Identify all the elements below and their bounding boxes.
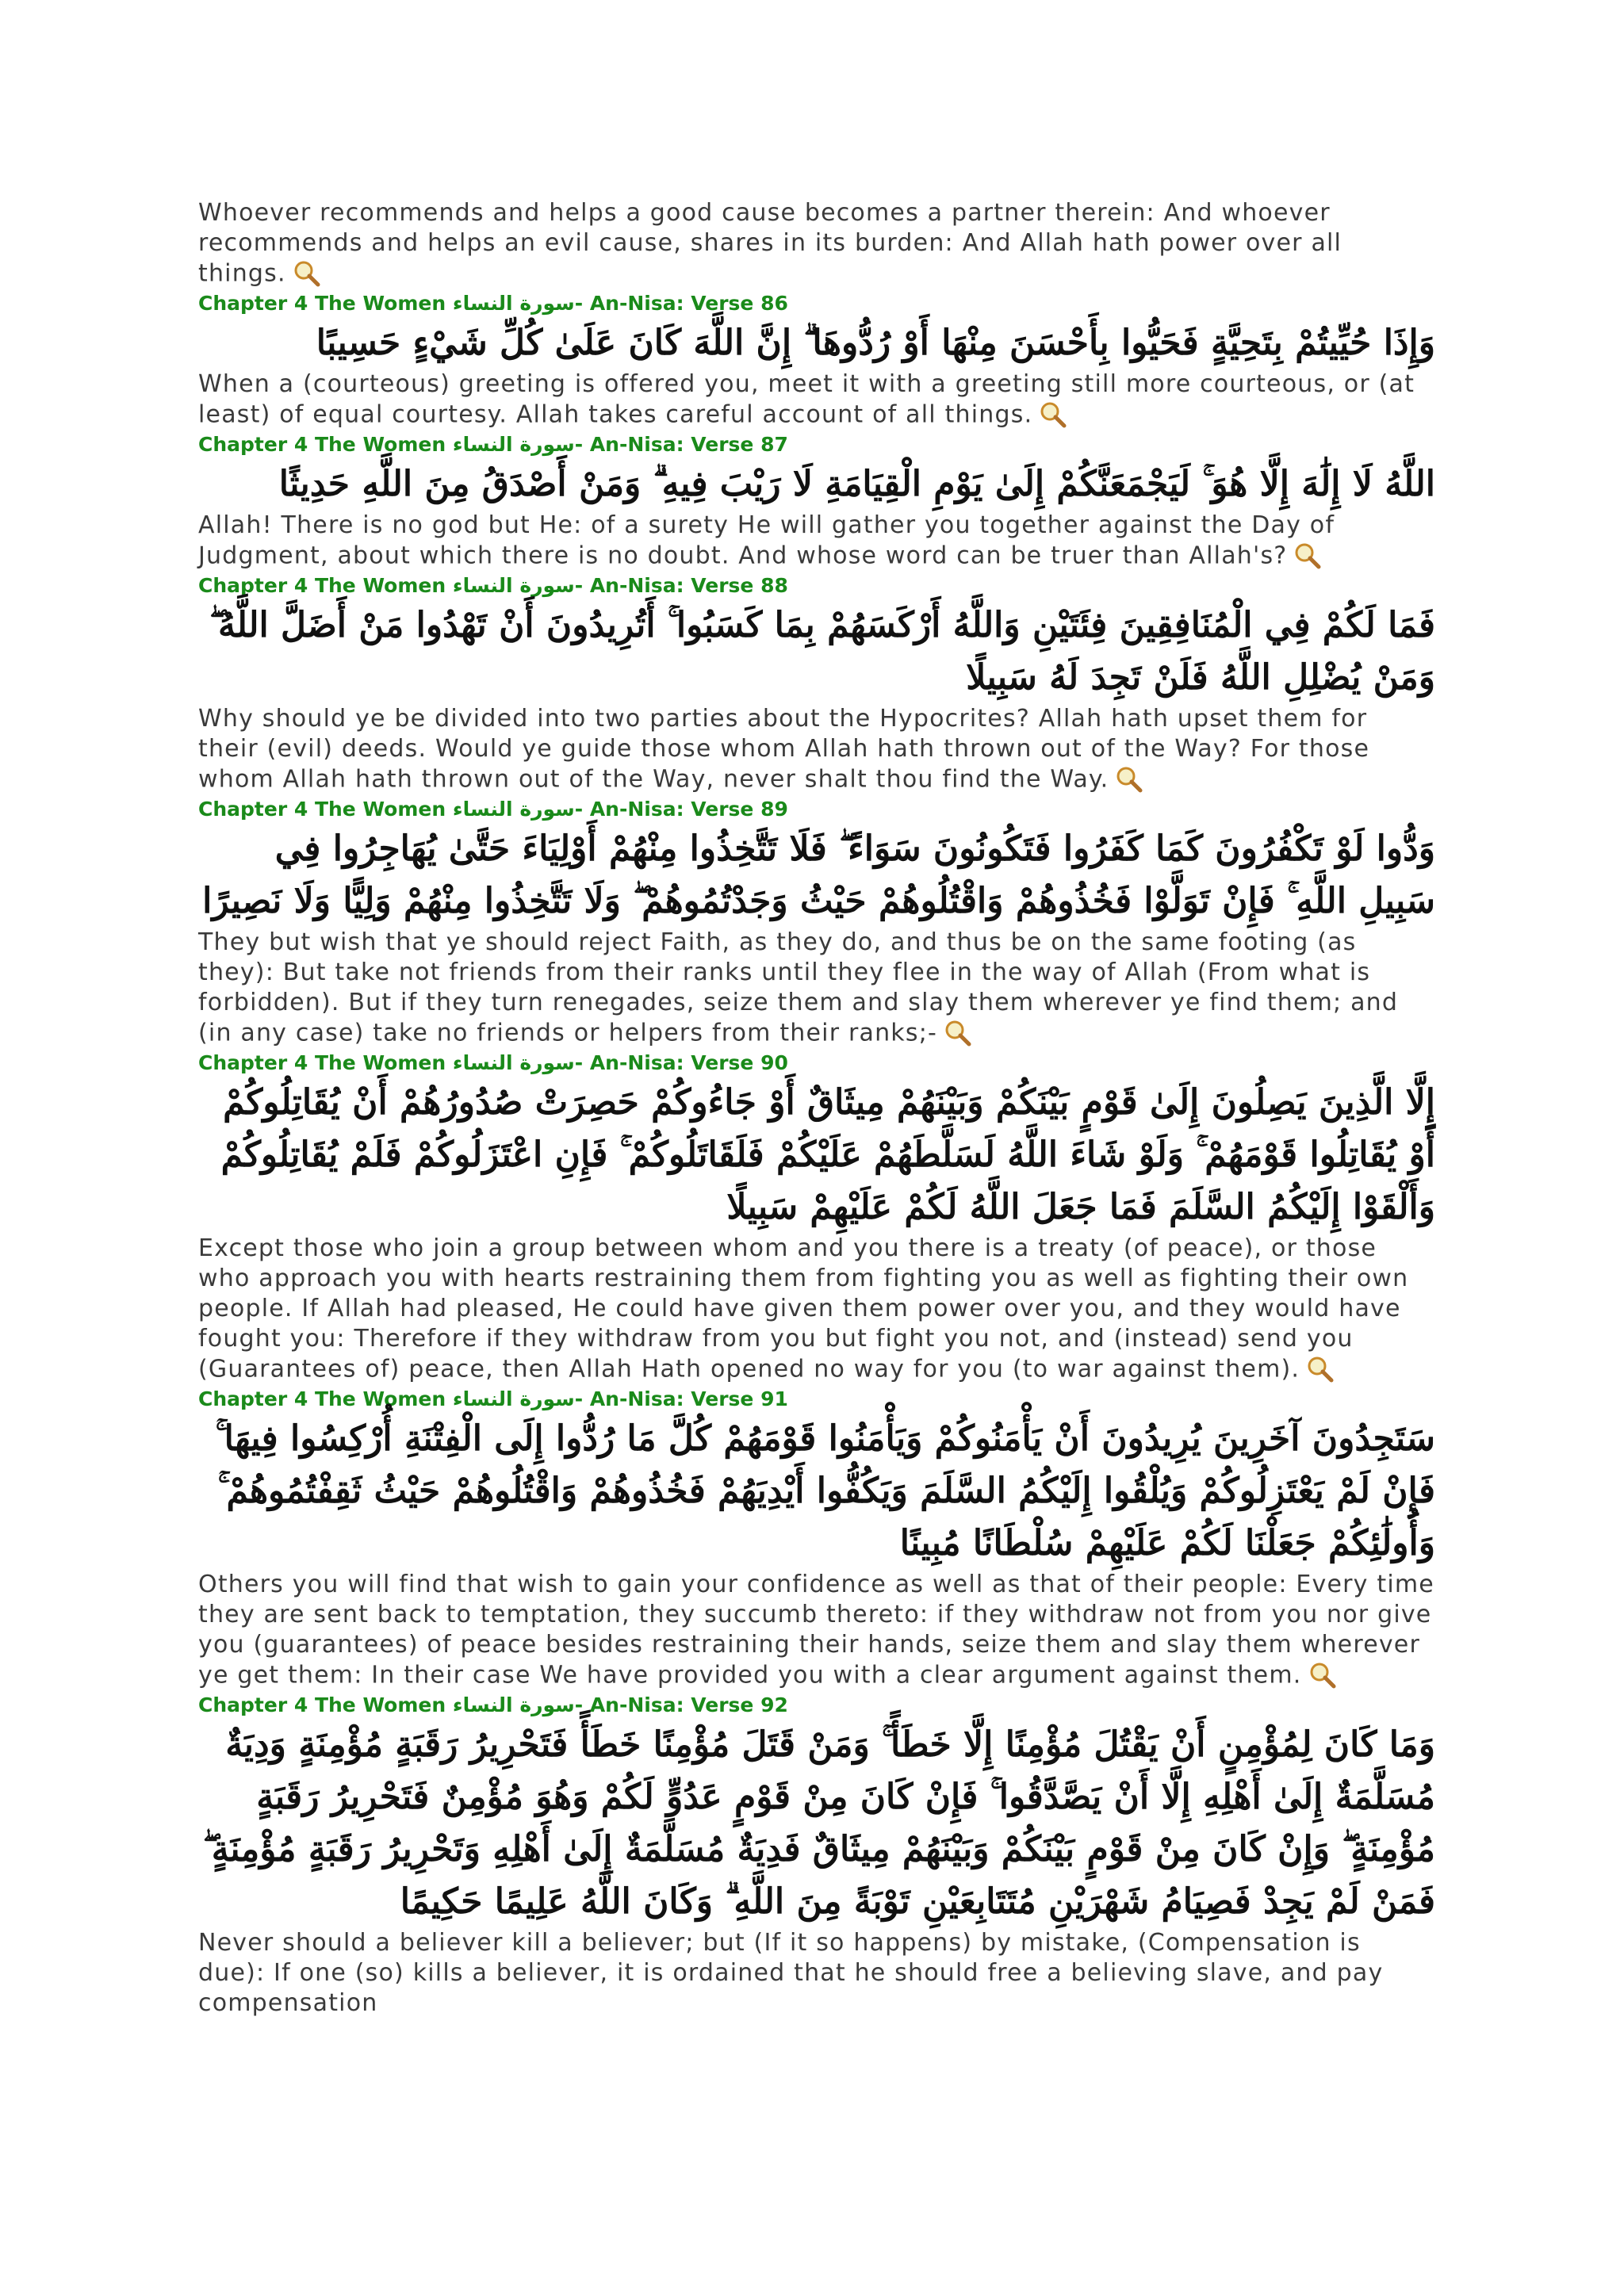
verse-92 xyxy=(198,1692,1435,2019)
magnifier-icon[interactable] xyxy=(1113,764,1145,796)
verse-87 xyxy=(198,431,1435,572)
verse-translation: Never should a believer kill a believer; but (If it so happens) by mistake, (Compensation is due): If one (so) kills a believer, it is ordained that he should free a believing slave, and pay compensation xyxy=(198,1929,1384,2017)
arabic-text: وَدُّوا لَوْ تَكْفُرُونَ كَمَا كَفَرُوا فَتَكُونُونَ سَوَاءً ۖ فَلَا تَتَّخِذُوا مِنْهُمْ أَوْلِيَاءَ حَتَّىٰ يُهَاجِرُوا فِي سَبِيلِ اللَّهِ ۚ فَإِنْ تَوَلَّوْا فَخُذُوهُمْ وَاقْتُلُوهُمْ حَيْثُ وَجَدْتُمُوهُمْ ۖ وَلَا تَتَّخِذُوا مِنْهُمْ وَلِيًّا وَلَا نَصِيرًا xyxy=(202,828,1435,921)
document-page xyxy=(198,198,1435,2019)
verse-88 xyxy=(198,572,1435,796)
magnifier-icon[interactable] xyxy=(1304,1354,1336,1386)
magnifier-icon[interactable] xyxy=(942,1018,974,1050)
arabic-text: اللَّهُ لَا إِلَٰهَ إِلَّا هُوَ ۚ لَيَجْمَعَنَّكُمْ إِلَىٰ يَوْمِ الْقِيَامَةِ لَا رَيْبَ فِيهِ ۗ وَمَنْ أَصْدَقُ مِنَ اللَّهِ حَدِيثًا xyxy=(278,464,1435,504)
verse-translation: Except those who join a group between whom and you there is a treaty (of peace), or those who approach you with hearts restraining them from fighting you as well as fighting their own people. If Allah had pleased, He could have given them power over you, and they would have fought you: Therefore if they withdraw from you but fight you not, and (instead) send you (Guarantees of) peace, then Allah Hath opened no way for you (to war against them). xyxy=(198,1234,1435,1386)
arabic-text: وَإِذَا حُيِّيتُمْ بِتَحِيَّةٍ فَحَيُّوا بِأَحْسَنَ مِنْهَا أَوْ رُدُّوهَا ۗ إِنَّ اللَّهَ كَانَ عَلَىٰ كُلِّ شَيْءٍ حَسِيبًا xyxy=(316,323,1435,363)
magnifier-icon[interactable] xyxy=(1292,541,1323,572)
magnifier-icon[interactable] xyxy=(291,258,323,290)
arabic-text: فَمَا لَكُمْ فِي الْمُنَافِقِينَ فِئَتَيْنِ وَاللَّهُ أَرْكَسَهُمْ بِمَا كَسَبُوا ۚ أَتُرِيدُونَ أَنْ تَهْدُوا مَنْ أَضَلَّ اللَّهُ ۖ وَمَنْ يُضْلِلِ اللَّهُ فَلَنْ تَجِدَ لَهُ سَبِيلًا xyxy=(209,605,1435,698)
verse-translation: They but wish that ye should reject Faith, as they do, and thus be on the same footing (as they): But take not friends from their ranks until they flee in the way of Allah (From what is forbidden). But if they turn renegades, seize them and slay them wherever ye find them; and (in any case) take no friends or helpers from their ranks;- xyxy=(198,928,1435,1050)
verse-header: Chapter 4 The Women سورة النساء- An-Nisa: Verse 91 xyxy=(198,1387,788,1410)
verse-90 xyxy=(198,1050,1435,1386)
verse-translation: Others you will find that wish to gain your confidence as well as that of their people: Every time they are sent back to temptation, they succumb thereto: if they withdraw not from you nor give you (guarantees) of peace besides restraining their hands, seize them and slay them wherever ye get them: In their case We have provided you with a clear argument against them. xyxy=(198,1570,1435,1692)
verse-89 xyxy=(198,796,1435,1050)
verse-header: Chapter 4 The Women سورة النساء- An-Nisa: Verse 87 xyxy=(198,433,788,456)
verse-91 xyxy=(198,1386,1435,1692)
arabic-text: وَمَا كَانَ لِمُؤْمِنٍ أَنْ يَقْتُلَ مُؤْمِنًا إِلَّا خَطَأً ۚ وَمَنْ قَتَلَ مُؤْمِنًا خَطَأً فَتَحْرِيرُ رَقَبَةٍ مُؤْمِنَةٍ وَدِيَةٌ مُسَلَّمَةٌ إِلَىٰ أَهْلِهِ إِلَّا أَنْ يَصَّدَّقُوا ۚ فَإِنْ كَانَ مِنْ قَوْمٍ عَدُوٍّ لَكُمْ وَهُوَ مُؤْمِنٌ فَتَحْرِيرُ رَقَبَةٍ مُؤْمِنَةٍ ۖ وَإِنْ كَانَ مِنْ قَوْمٍ بَيْنَكُمْ وَبَيْنَهُمْ مِيثَاقٌ فَدِيَةٌ مُسَلَّمَةٌ إِلَىٰ أَهْلِهِ وَتَحْرِيرُ رَقَبَةٍ مُؤْمِنَةٍ ۖ فَمَنْ لَمْ يَجِدْ فَصِيَامُ شَهْرَيْنِ مُتَتَابِعَيْنِ تَوْبَةً مِنَ اللَّهِ ۗ وَكَانَ اللَّهُ عَلِيمًا حَكِيمًا xyxy=(202,1724,1435,1922)
verse-translation: Why should ye be divided into two parties about the Hypocrites? Allah hath upset them for their (evil) deeds. Would ye guide those whom Allah hath thrown out of the Way? For those whom Allah hath thrown out of the Way, never shalt thou find the Way. xyxy=(198,704,1435,796)
verse-header: Chapter 4 The Women سورة النساء- An-Nisa: Verse 86 xyxy=(198,292,788,315)
verse-header: Chapter 4 The Women سورة النساء- An-Nisa: Verse 90 xyxy=(198,1051,788,1074)
verse-header: Chapter 4 The Women سورة النساء- An-Nisa: Verse 89 xyxy=(198,798,788,821)
verse-header: Chapter 4 The Women سورة النساء- An-Nisa: Verse 92 xyxy=(198,1693,788,1716)
arabic-text: سَتَجِدُونَ آخَرِينَ يُرِيدُونَ أَنْ يَأْمَنُوكُمْ وَيَأْمَنُوا قَوْمَهُمْ كُلَّ مَا رُدُّوا إِلَى الْفِتْنَةِ أُرْكِسُوا فِيهَا ۚ فَإِنْ لَمْ يَعْتَزِلُوكُمْ وَيُلْقُوا إِلَيْكُمُ السَّلَمَ وَيَكُفُّوا أَيْدِيَهُمْ فَخُذُوهُمْ وَاقْتُلُوهُمْ حَيْثُ ثَقِفْتُمُوهُمْ ۚ وَأُولَٰئِكُمْ جَعَلْنَا لَكُمْ عَلَيْهِمْ سُلْطَانًا مُبِينًا xyxy=(215,1418,1435,1563)
verse-translation: Allah! There is no god but He: of a surety He will gather you together against the Day of Judgment, about which there is no doubt. And whose word can be truer than Allah's? xyxy=(198,511,1435,572)
magnifier-icon[interactable] xyxy=(1037,400,1069,431)
intro-translation: Whoever recommends and helps a good cause becomes a partner therein: And whoever recommends and helps an evil cause, shares in its burden: And Allah hath power over all things. xyxy=(198,198,1435,290)
verse-translation: When a (courteous) greeting is offered you, meet it with a greeting still more courteous, or (at least) of equal courtesy. Allah takes careful account of all things. xyxy=(198,369,1435,431)
arabic-text: إِلَّا الَّذِينَ يَصِلُونَ إِلَىٰ قَوْمٍ بَيْنَكُمْ وَبَيْنَهُمْ مِيثَاقٌ أَوْ جَاءُوكُمْ حَصِرَتْ صُدُورُهُمْ أَنْ يُقَاتِلُوكُمْ أَوْ يُقَاتِلُوا قَوْمَهُمْ ۚ وَلَوْ شَاءَ اللَّهُ لَسَلَّطَهُمْ عَلَيْكُمْ فَلَقَاتَلُوكُمْ ۚ فَإِنِ اعْتَزَلُوكُمْ فَلَمْ يُقَاتِلُوكُمْ وَأَلْقَوْا إِلَيْكُمُ السَّلَمَ فَمَا جَعَلَ اللَّهُ لَكُمْ عَلَيْهِمْ سَبِيلًا xyxy=(220,1082,1435,1227)
verse-86 xyxy=(198,290,1435,431)
verse-header: Chapter 4 The Women سورة النساء- An-Nisa: Verse 88 xyxy=(198,574,788,597)
magnifier-icon[interactable] xyxy=(1307,1660,1339,1692)
